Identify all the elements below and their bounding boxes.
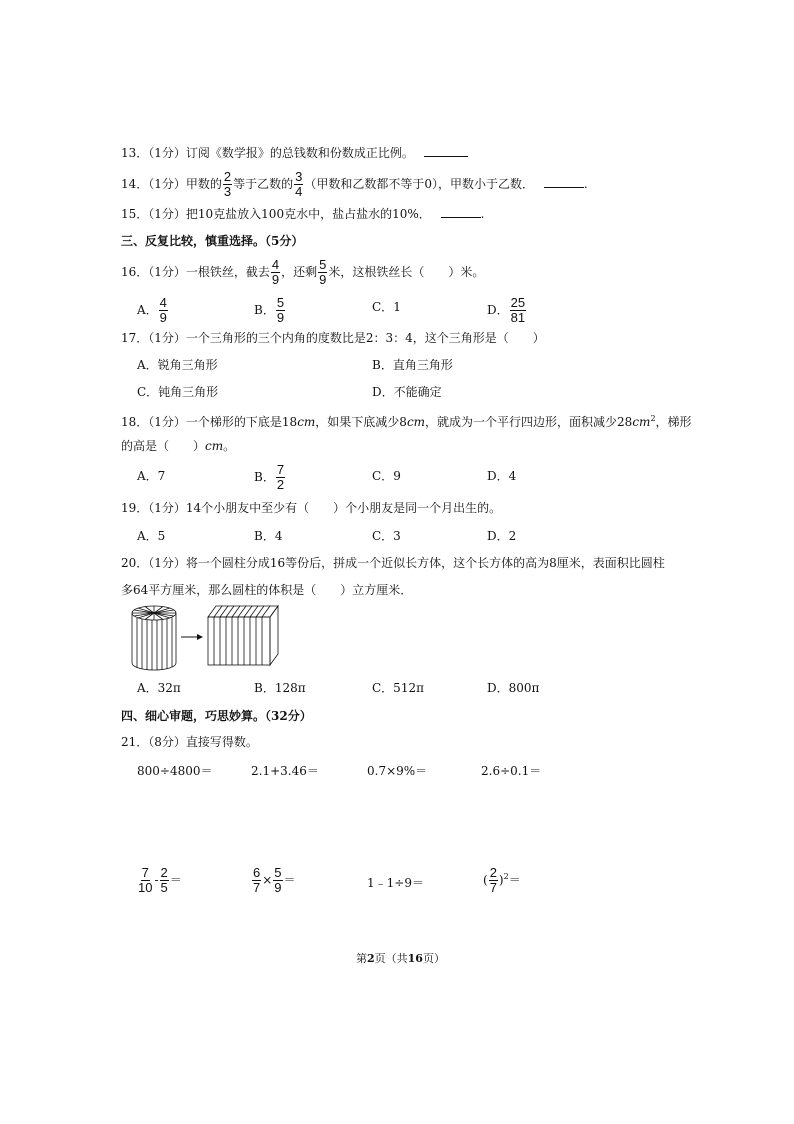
calc-item-3: 0.7×9%＝ [367,764,428,778]
question-20-line-2: 多64平方厘米，那么圆柱的体积是（ ）立方厘米． [121,583,413,597]
question-14-text-pre: 14．（1分）甲数的 [121,177,222,191]
exponent: 2 [503,872,509,881]
unit: cm [406,415,426,429]
footer-text: 页（共 [374,952,408,965]
numerator: 5 [276,295,285,310]
operator: - [154,873,159,887]
numerator: 7 [141,865,149,880]
option-a[interactable]: A．32π [137,681,181,695]
numerator: 2 [160,865,168,880]
question-14-text-post: （甲数和乙数都不等于0），甲数小于乙数． [304,177,535,191]
numerator: 7 [276,462,285,477]
section-4-heading: 四、细心审题，巧思妙算。（32分） [121,709,312,723]
option-b[interactable] [254,463,286,492]
cuboid-icon [208,606,278,665]
calc-item-6 [251,866,296,895]
numerator: 4 [159,295,167,310]
fraction [271,258,280,287]
calc-item-5 [136,866,182,895]
denominator: 9 [319,272,327,287]
superscript: 2 [650,414,656,423]
numerator: 4 [271,257,280,272]
calc-item-2: 2.1+3.46＝ [251,764,319,778]
numerator: 25 [510,295,526,310]
unit: cm [632,415,651,429]
section-3-heading: 三、反复比较，慎重选择。（5分） [121,234,304,248]
denominator: 81 [510,310,526,325]
answer-blank[interactable] [441,206,481,218]
page-footer [356,951,445,967]
option-c[interactable] [372,468,401,484]
unit: cm [297,415,316,429]
option-a[interactable]: A．锐角三角形 [137,358,218,372]
numerator: 2 [489,865,497,880]
option-d[interactable] [487,468,516,484]
calc-item-1: 800÷4800＝ [137,764,213,778]
option-c[interactable]: C．3 [372,529,401,543]
period: . [583,177,588,191]
numerator: 5 [274,865,282,880]
option-label: B． [254,470,275,484]
answer-blank[interactable] [544,176,584,188]
option-d[interactable] [487,296,527,325]
equals: ＝ [283,873,296,887]
question-14-text-mid: 等于乙数的 [233,177,294,191]
equals: ＝ [169,873,182,887]
question-20-line-1: 20．（1分）将一个圆柱分成16等份后，拼成一个近似长方体，这个长方体的高为8厘米，表面积比圆柱 [121,556,665,570]
denominator: 2 [276,477,285,492]
unit: cm [205,439,224,453]
option-label: A． [137,303,158,317]
operator: × [262,873,273,887]
option-d[interactable]: D．800π [487,681,540,695]
denominator: 4 [295,184,303,199]
question-17-text: 17．（1分）一个三角形的三个内角的度数比是2：3：4，这个三角形是（ ） [121,331,545,345]
option-label: D． [487,303,509,317]
page-number: 2 [367,952,375,965]
option-c[interactable]: C．钝角三角形 [137,385,219,399]
cylinder-to-cuboid-figure [126,603,286,675]
paren-close: ) [498,873,504,887]
option-label: B． [254,303,275,317]
numerator: 6 [253,865,261,880]
option-a[interactable]: A．5 [137,529,166,543]
denominator: 10 [138,880,153,895]
period: . [480,207,485,221]
question-21-text: 21．（8分）直接写得数。 [121,735,258,749]
equals: ＝ [508,873,521,887]
fraction [137,866,153,895]
question-13-text: 13．（1分）订阅《数学报》的总钱数和份数成正比例。 [121,146,414,160]
calc-item-7: 1﹣1÷9＝ [367,876,424,890]
option-b[interactable] [254,296,286,325]
text: ，就成为一个平行四边形，面积减少28 [425,415,633,429]
calc-item-4: 2.6÷0.1＝ [481,764,542,778]
fraction [276,296,285,325]
footer-text: 第 [356,952,367,965]
text: 。 [223,439,236,453]
option-d[interactable]: D．不能确定 [372,385,442,399]
option-d[interactable]: D．2 [487,529,517,543]
option-label: C． [372,300,394,314]
question-14 [121,170,588,199]
option-c[interactable]: C．512π [372,681,424,695]
fraction [489,866,498,895]
denominator: 3 [223,184,232,199]
denominator: 9 [271,272,280,287]
option-b[interactable]: B．128π [254,681,306,695]
question-15-text: 15．（1分）把10克盐放入100克水中，盐占盐水的10%． [121,207,431,221]
question-19-text: 19．（1分）14个小朋友中至少有（ ）个小朋友是同一个月出生的。 [121,501,502,515]
fraction [318,258,327,287]
denominator: 9 [159,310,167,325]
calc-item-8 [483,866,521,895]
option-b[interactable]: B．4 [254,529,283,543]
denominator: 9 [274,880,282,895]
option-text: 1 [393,300,401,314]
fraction [273,866,282,895]
numerator: 2 [223,169,232,184]
option-c[interactable] [372,299,401,315]
option-b[interactable]: B．直角三角形 [372,358,453,372]
arrow-right-icon [181,634,203,640]
text: 18．（1分）一个梯形的下底是18 [121,415,298,429]
numerator: 5 [319,257,327,272]
denominator: 9 [276,310,285,325]
denominator: 7 [253,880,261,895]
fraction [160,866,169,895]
fraction [510,296,526,325]
option-label: C． [372,469,394,483]
question-16-text-pre: 16．（1分）一根铁丝，截去 [121,265,270,279]
paren-open: ( [483,873,488,887]
fraction [276,463,285,492]
question-18-line-1 [121,411,692,430]
question-15 [121,206,484,222]
fraction [252,866,261,895]
answer-blank[interactable] [424,145,468,157]
cylinder-icon [132,606,176,670]
fraction [223,170,232,199]
option-a[interactable] [137,296,169,325]
option-label: A． [137,469,158,483]
question-18-line-2 [121,438,235,454]
option-label: D． [487,469,509,483]
question-13 [121,145,468,161]
numerator: 3 [295,169,303,184]
text: ，如果下底减少8 [315,415,407,429]
option-text: 7 [157,469,166,483]
option-text: 9 [393,469,401,483]
option-a[interactable] [137,468,165,484]
denominator: 5 [160,880,168,895]
question-16 [121,258,484,287]
denominator: 7 [489,880,497,895]
fraction [159,296,168,325]
fraction [294,170,303,199]
question-16-text-post: 米，这根铁丝长（ ）米。 [328,265,485,279]
text: ，梯形 [655,415,692,429]
text: 的高是（ ） [121,439,206,453]
total-pages: 16 [407,952,423,965]
question-16-text-mid: ，还剩 [281,265,318,279]
option-text: 4 [508,469,517,483]
footer-text: 页） [422,952,445,965]
